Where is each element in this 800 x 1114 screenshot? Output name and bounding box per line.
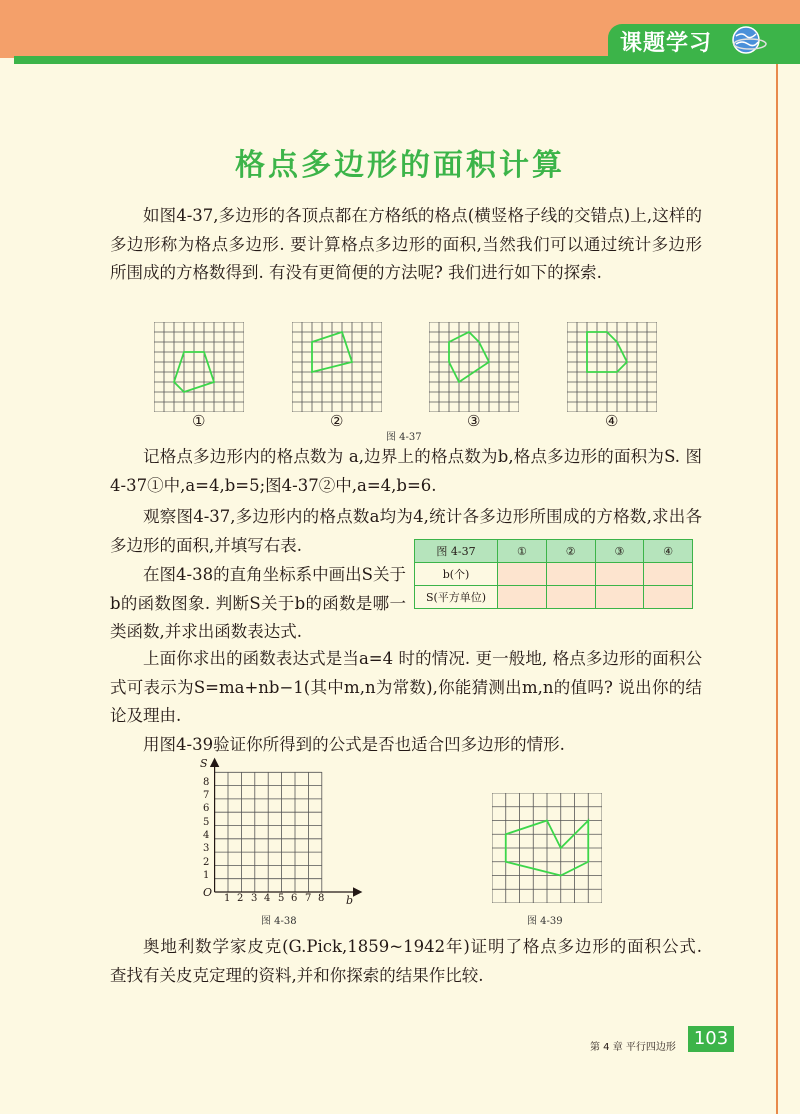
observe-paragraph: 观察图4-37,多边形内的格点数a均为4,统计各多边形所围成的方格数,求出各多边形的面积,并填写右表. bbox=[110, 507, 702, 555]
figure-4-38-x-label: b bbox=[346, 894, 354, 907]
figure-4-37-4 bbox=[567, 322, 657, 412]
table-header-cell: ② bbox=[546, 540, 595, 563]
figure-4-37-label-3: ③ bbox=[467, 412, 481, 430]
x-tick-label: 6 bbox=[291, 893, 298, 904]
table-header-cell: ③ bbox=[595, 540, 644, 563]
pick-theorem-paragraph: 奥地利数学家皮克(G.Pick,1859~1942年)证明了格点多边形的面积公式. 查找有关皮克定理的资料,并和你探索的结果作比较. bbox=[110, 937, 702, 985]
y-tick-label: 3 bbox=[203, 843, 210, 854]
table-header-cell: 图 4-37 bbox=[415, 540, 498, 563]
intro-paragraph: 如图4-37,多边形的各顶点都在方格纸的格点(横竖格子线的交错点)上,这样的多边形称为格点多边形. 要计算格点多边形的面积,当然我们可以通过统计多边形所围成的方格数得到. 有没有更简便的方法呢? 我们进行如下的探索. bbox=[110, 206, 702, 282]
graph-task-paragraph: 在图4-38的直角坐标系中画出S关于b的函数图象. 判断S关于b的函数是哪一类函数,并求出函数表达式. bbox=[110, 565, 406, 641]
y-tick-label: 2 bbox=[203, 857, 210, 868]
y-tick-label: 7 bbox=[203, 790, 210, 801]
table-cell bbox=[498, 563, 547, 586]
figure-4-37-3 bbox=[429, 322, 519, 412]
figure-4-38-y-label: S bbox=[200, 757, 208, 770]
y-tick-label: 8 bbox=[203, 777, 210, 788]
figure-4-38-caption: 图 4-38 bbox=[261, 916, 297, 927]
y-tick-label: 5 bbox=[203, 817, 210, 828]
figure-4-37-label-1: ① bbox=[192, 412, 206, 430]
margin-rule bbox=[776, 64, 778, 1114]
x-tick-label: 8 bbox=[318, 893, 325, 904]
y-tick-label: 4 bbox=[203, 830, 210, 841]
table-header-cell: ④ bbox=[644, 540, 693, 563]
area-table bbox=[414, 539, 693, 609]
page-number: 103 bbox=[693, 1028, 729, 1049]
table-cell bbox=[546, 563, 595, 586]
x-tick-label: 1 bbox=[224, 893, 231, 904]
definition-paragraph: 记格点多边形内的格点数为 a,边界上的格点数为b,格点多边形的面积为S. 图4-37①中,a=4,b=5;图4-37②中,a=4,b=6. bbox=[110, 447, 702, 495]
figure-4-38-graph bbox=[196, 756, 370, 910]
table-header-row bbox=[415, 540, 693, 563]
figure-4-37-label-4: ④ bbox=[605, 412, 619, 430]
figure-4-37-1 bbox=[154, 322, 244, 412]
globe-icon bbox=[728, 22, 768, 58]
table-cell bbox=[595, 586, 644, 609]
page-title: 格点多边形的面积计算 bbox=[235, 148, 565, 183]
verify-paragraph: 用图4-39验证你所得到的公式是否也适合凹多边形的情形. bbox=[143, 735, 565, 754]
table-cell bbox=[546, 586, 595, 609]
formula-paragraph: 上面你求出的函数表达式是当a=4 时的情况. 更一般地, 格点多边形的面积公式可表示为S=ma+nb−1(其中m,n为常数),你能猜测出m,n的值吗? 说出你的结论及理由. bbox=[110, 649, 702, 725]
x-tick-label: 2 bbox=[237, 893, 244, 904]
table-row-head: b(个) bbox=[415, 563, 498, 586]
table-row-s bbox=[415, 586, 693, 609]
table-row-b bbox=[415, 563, 693, 586]
figure-4-37-caption: 图 4-37 bbox=[386, 432, 422, 443]
x-tick-label: 3 bbox=[251, 893, 258, 904]
figure-4-37-2 bbox=[292, 322, 382, 412]
section-tag-label: 课题学习 bbox=[620, 31, 713, 56]
table-cell bbox=[644, 586, 693, 609]
x-tick-label: 7 bbox=[305, 893, 312, 904]
table-row-head: S(平方单位) bbox=[415, 586, 498, 609]
figure-4-39-grid bbox=[492, 793, 602, 903]
table-cell bbox=[595, 563, 644, 586]
table-header-cell: ① bbox=[498, 540, 547, 563]
figure-4-37-label-2: ② bbox=[330, 412, 344, 430]
x-tick-label: 5 bbox=[278, 893, 285, 904]
footer-chapter: 第 4 章 平行四边形 bbox=[590, 1042, 676, 1053]
y-tick-label: 6 bbox=[203, 803, 210, 814]
figure-4-39-caption: 图 4-39 bbox=[527, 916, 563, 927]
x-tick-label: 4 bbox=[264, 893, 271, 904]
table-cell bbox=[498, 586, 547, 609]
table-cell bbox=[644, 563, 693, 586]
figure-4-38-origin: O bbox=[203, 886, 213, 899]
y-tick-label: 1 bbox=[203, 870, 210, 881]
